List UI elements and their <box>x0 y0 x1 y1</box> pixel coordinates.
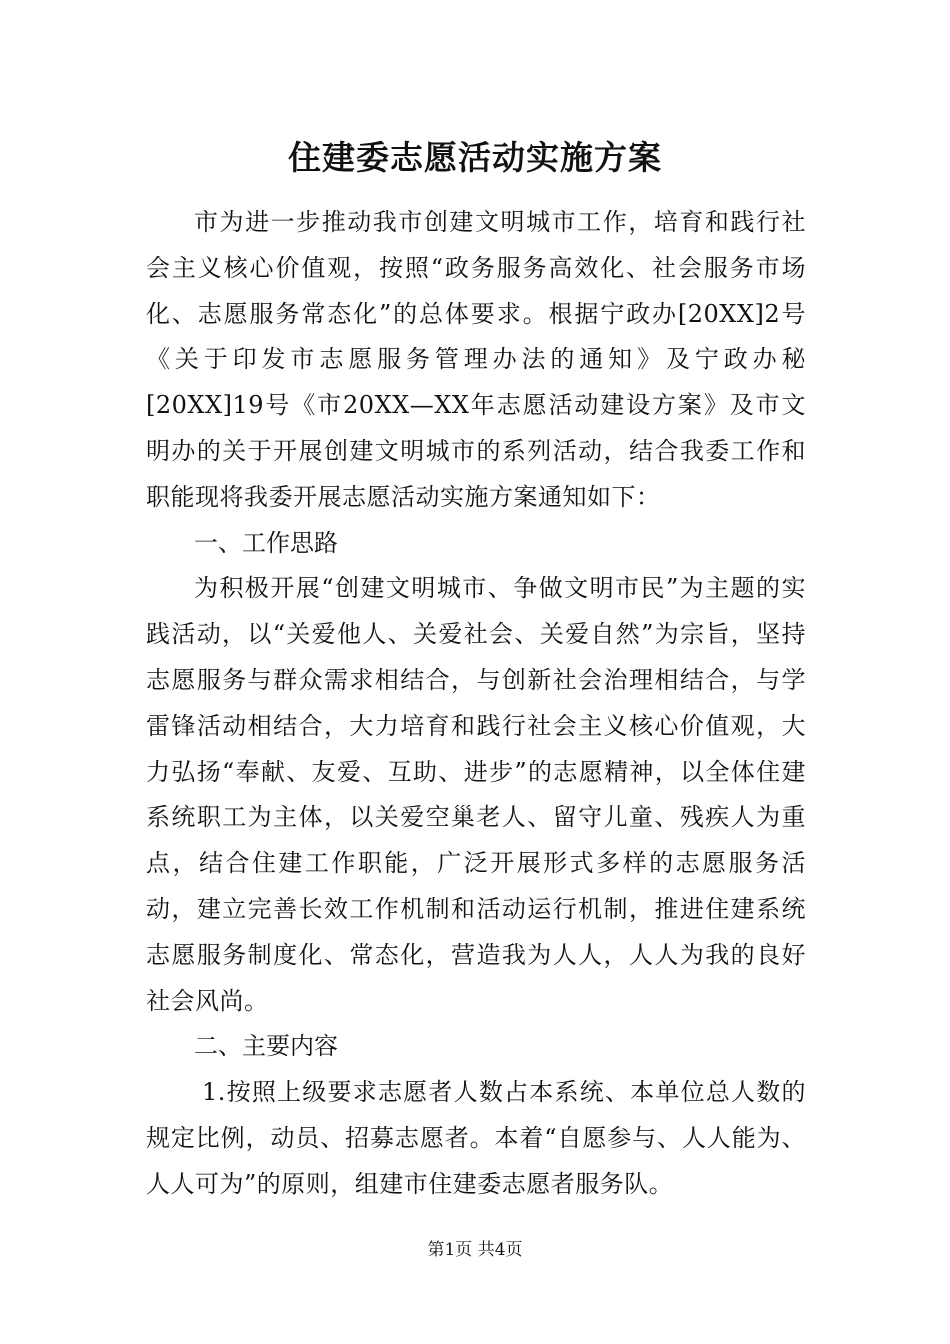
section-heading-work-approach: 一、工作思路 <box>194 528 338 557</box>
document-title: 住建委志愿活动实施方案 <box>288 138 662 177</box>
section-paragraph-work-approach: 为积极开展“创建文明城市、争做文明市民”为主题的实践活动，以“关爱他人、关爱社会、关爱自然”为宗旨，坚持志愿服务与群众需求相结合，与创新社会治理相结合，与学雷锋活动相结合，大力培育和践行社会主义核心价值观，大力弘扬“奉献、友爱、互助、进步”的志愿精神，以全体住建系统职工为主体，以关爱空巢老人、留守儿童、残疾人为重点，结合住建工作职能，广泛开展形式多样的志愿服务活动，建立完善长效工作机制和活动运行机制，推进住建系统志愿服务制度化、常态化，营造我为人人，人人为我的良好社会风尚。 <box>146 574 806 1015</box>
document-body <box>146 200 806 1208</box>
section-heading-main-content: 二、主要内容 <box>194 1032 338 1061</box>
page-footer: 第1页 共4页 <box>427 1240 523 1260</box>
intro-paragraph: 市为进一步推动我市创建文明城市工作，培育和践行社会主义核心价值观，按照“政务服务高效化、社会服务市场化、志愿服务常态化”的总体要求。根据宁政办[20XX]2号《关于印发市志愿服务管理办法的通知》及宁政办秘[20XX]19号《市20XX—XX年志愿活动建设方案》及市文明办的关于开展创建文明城市的系列活动，结合我委工作和职能现将我委开展志愿活动实施方案通知如下： <box>146 208 806 511</box>
main-content-item-1: 1.按照上级要求志愿者人数占本系统、本单位总人数的规定比例，动员、招募志愿者。本着“自愿参与、人人能为、人人可为”的原则，组建市住建委志愿者服务队。 <box>146 1078 806 1198</box>
